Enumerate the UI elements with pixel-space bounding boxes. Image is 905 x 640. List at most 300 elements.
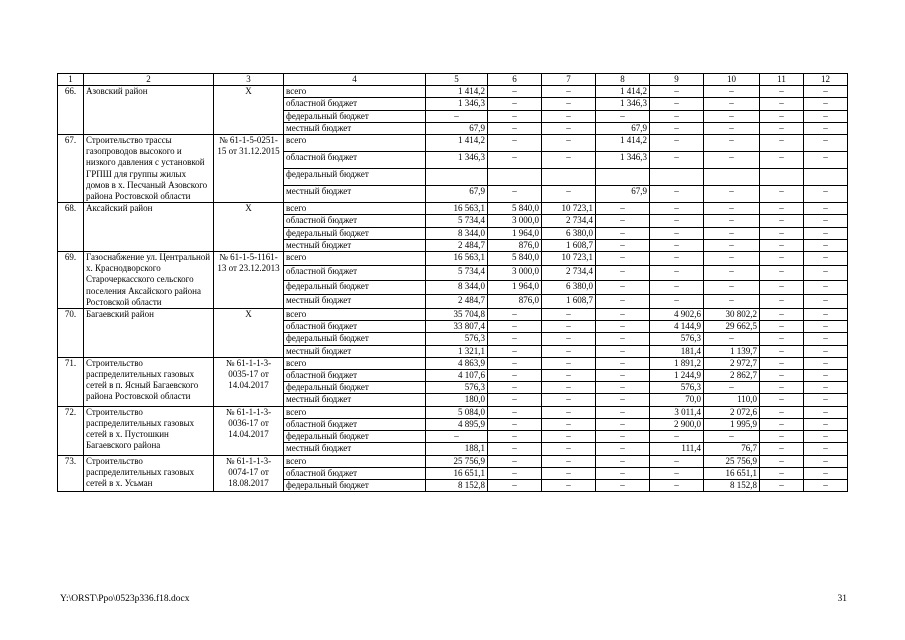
amount-cell: – [596,227,650,239]
amount-cell: 1 244,9 [650,370,704,382]
column-header: 4 [284,74,426,86]
amount-cell: 2 484,7 [426,239,488,251]
amount-cell: 1 414,2 [426,135,488,152]
document-reference: X [214,309,284,358]
amount-cell: – [488,98,542,110]
amount-cell: – [596,431,650,443]
amount-cell: – [650,239,704,251]
amount-cell: – [650,86,704,98]
amount-cell: – [542,357,596,369]
amount-cell: – [488,321,542,333]
amount-cell: – [488,382,542,394]
amount-cell: – [760,467,804,479]
amount-cell: – [760,98,804,110]
amount-cell: – [804,418,848,430]
amount-cell: – [596,252,650,266]
amount-cell: – [760,152,804,169]
amount-cell: – [596,467,650,479]
amount-cell: – [596,382,650,394]
amount-cell: – [596,479,650,491]
amount-cell: 33 807,4 [426,321,488,333]
amount-cell [804,169,848,186]
amount-cell: – [542,333,596,345]
table-row [58,135,848,152]
amount-cell: 576,3 [650,382,704,394]
amount-cell: 5 840,0 [488,252,542,266]
amount-cell [488,169,542,186]
document-reference: № 61-1-1-3-0074-17 от 18.08.2017 [214,455,284,492]
amount-cell: – [488,135,542,152]
amount-cell: – [650,467,704,479]
amount-cell: – [804,239,848,251]
amount-cell: 8 344,0 [426,280,488,294]
amount-cell: 29 662,5 [704,321,760,333]
amount-cell: 30 802,2 [704,309,760,321]
amount-cell: 2 734,4 [542,266,596,280]
amount-cell: – [596,357,650,369]
amount-cell: – [488,357,542,369]
amount-cell: – [804,309,848,321]
amount-cell: – [542,110,596,122]
amount-cell: – [760,266,804,280]
amount-cell: – [596,455,650,467]
amount-cell: – [650,280,704,294]
amount-cell: 4 895,9 [426,418,488,430]
amount-cell: 181,4 [650,345,704,357]
object-name: Багаевский район [84,309,214,358]
amount-cell: – [542,431,596,443]
amount-cell: 188,1 [426,443,488,455]
amount-cell: – [596,110,650,122]
amount-cell: – [760,418,804,430]
amount-cell: – [704,152,760,169]
amount-cell: – [804,382,848,394]
amount-cell: – [542,406,596,418]
amount-cell: 5 084,0 [426,406,488,418]
amount-cell: 3 000,0 [488,215,542,227]
row-number: 66. [58,86,84,135]
amount-cell: – [488,406,542,418]
amount-cell: – [760,186,804,203]
funding-source: федеральный бюджет [284,110,426,122]
document-reference: № 61-1-5-1161-13 от 23.12.2013 [214,252,284,309]
amount-cell: 70,0 [650,394,704,406]
funding-source: всего [284,203,426,215]
funding-source: всего [284,135,426,152]
amount-cell: 876,0 [488,239,542,251]
row-number: 70. [58,309,84,358]
funding-source: областной бюджет [284,152,426,169]
column-header: 6 [488,74,542,86]
amount-cell: 1 891,2 [650,357,704,369]
amount-cell: – [804,98,848,110]
document-reference: № 61-1-5-0251-15 от 31.12.2015 [214,135,284,203]
amount-cell: – [542,152,596,169]
funding-source: всего [284,357,426,369]
amount-cell: – [760,431,804,443]
amount-cell: – [426,110,488,122]
amount-cell: – [488,333,542,345]
amount-cell: – [804,294,848,308]
table-row [58,357,848,369]
funding-source: федеральный бюджет [284,479,426,491]
amount-cell: 1 346,3 [426,98,488,110]
amount-cell: 5 840,0 [488,203,542,215]
amount-cell: 10 723,1 [542,252,596,266]
amount-cell: – [542,455,596,467]
amount-cell: 1 964,0 [488,280,542,294]
amount-cell: – [542,382,596,394]
amount-cell: – [704,382,760,394]
amount-cell: 67,9 [596,122,650,134]
amount-cell: – [596,345,650,357]
amount-cell: 876,0 [488,294,542,308]
amount-cell: – [760,382,804,394]
amount-cell: 1 414,2 [426,86,488,98]
amount-cell: – [704,203,760,215]
amount-cell: – [760,280,804,294]
document-reference: № 61-1-1-3-0035-17 от 14.04.2017 [214,357,284,406]
amount-cell: – [542,135,596,152]
amount-cell: – [650,110,704,122]
amount-cell: 576,3 [426,382,488,394]
document-reference: № 61-1-1-3-0036-17 от 14.04.2017 [214,406,284,455]
amount-cell: – [760,394,804,406]
table-header-row [58,74,848,86]
amount-cell: – [804,345,848,357]
amount-cell: – [488,431,542,443]
amount-cell: – [596,406,650,418]
amount-cell: 1 346,3 [596,152,650,169]
amount-cell: – [760,321,804,333]
column-header: 1 [58,74,84,86]
amount-cell: 2 484,7 [426,294,488,308]
amount-cell: – [488,479,542,491]
amount-cell: – [760,443,804,455]
row-number: 69. [58,252,84,309]
amount-cell: 35 704,8 [426,309,488,321]
amount-cell: – [542,321,596,333]
amount-cell: 1 608,7 [542,294,596,308]
table-row [58,455,848,467]
amount-cell: 2 734,4 [542,215,596,227]
amount-cell: – [542,122,596,134]
amount-cell: – [596,239,650,251]
amount-cell: 2 862,7 [704,370,760,382]
amount-cell: 4 144,9 [650,321,704,333]
funding-source: областной бюджет [284,321,426,333]
funding-source: областной бюджет [284,467,426,479]
amount-cell: – [596,309,650,321]
column-header: 9 [650,74,704,86]
amount-cell: – [650,135,704,152]
amount-cell: – [596,215,650,227]
amount-cell: 67,9 [426,122,488,134]
object-name: Азовский район [84,86,214,135]
amount-cell: – [760,357,804,369]
amount-cell: – [488,110,542,122]
amount-cell: – [650,252,704,266]
amount-cell: 3 000,0 [488,266,542,280]
funding-source: федеральный бюджет [284,333,426,345]
funding-source: всего [284,455,426,467]
budget-table [57,73,848,492]
amount-cell: – [760,370,804,382]
amount-cell [542,169,596,186]
document-reference: X [214,86,284,135]
amount-cell: – [804,431,848,443]
amount-cell: – [804,333,848,345]
amount-cell: – [488,152,542,169]
row-number: 67. [58,135,84,203]
amount-cell: – [542,370,596,382]
funding-source: федеральный бюджет [284,169,426,186]
amount-cell [596,169,650,186]
amount-cell: – [596,418,650,430]
amount-cell: – [488,345,542,357]
amount-cell: – [760,203,804,215]
amount-cell: 8 344,0 [426,227,488,239]
amount-cell: – [760,479,804,491]
amount-cell: – [542,345,596,357]
table-row [58,86,848,98]
funding-source: областной бюджет [284,370,426,382]
amount-cell: – [760,215,804,227]
amount-cell: – [488,394,542,406]
amount-cell: – [704,280,760,294]
amount-cell: – [760,252,804,266]
funding-source: областной бюджет [284,98,426,110]
amount-cell: – [804,394,848,406]
row-number: 72. [58,406,84,455]
amount-cell: – [542,186,596,203]
amount-cell: – [488,370,542,382]
amount-cell: 111,4 [650,443,704,455]
funding-source: местный бюджет [284,345,426,357]
amount-cell: – [650,455,704,467]
amount-cell: 1 346,3 [426,152,488,169]
amount-cell: – [804,406,848,418]
column-header: 10 [704,74,760,86]
amount-cell: – [704,333,760,345]
column-header: 5 [426,74,488,86]
amount-cell: – [704,98,760,110]
amount-cell: – [650,203,704,215]
funding-source: федеральный бюджет [284,280,426,294]
amount-cell: – [650,215,704,227]
amount-cell: – [804,455,848,467]
amount-cell: – [704,294,760,308]
amount-cell: 2 972,7 [704,357,760,369]
amount-cell: – [596,294,650,308]
amount-cell: – [804,227,848,239]
funding-source: федеральный бюджет [284,382,426,394]
amount-cell: – [804,215,848,227]
amount-cell: 16 651,1 [704,467,760,479]
amount-cell: – [760,86,804,98]
amount-cell: – [804,443,848,455]
amount-cell: – [760,110,804,122]
amount-cell: – [426,431,488,443]
amount-cell: 6 380,0 [542,227,596,239]
funding-source: федеральный бюджет [284,431,426,443]
amount-cell: 67,9 [596,186,650,203]
amount-cell: – [804,186,848,203]
amount-cell: – [542,418,596,430]
amount-cell: – [704,227,760,239]
amount-cell: – [542,309,596,321]
amount-cell: – [650,186,704,203]
object-name: Строительство распределительных газовых сетей в п. Ясный Багаевского района Ростовской области [84,357,214,406]
amount-cell: – [760,406,804,418]
amount-cell: – [596,266,650,280]
amount-cell: – [804,467,848,479]
funding-source: местный бюджет [284,443,426,455]
amount-cell: – [542,443,596,455]
funding-source: местный бюджет [284,294,426,308]
column-header: 8 [596,74,650,86]
amount-cell: – [760,135,804,152]
amount-cell: 576,3 [426,333,488,345]
amount-cell: – [760,294,804,308]
amount-cell: – [650,266,704,280]
amount-cell: 110,0 [704,394,760,406]
amount-cell: – [650,227,704,239]
object-name: Строительство распределительных газовых сетей в х. Усьман [84,455,214,492]
amount-cell: – [596,321,650,333]
amount-cell: – [650,98,704,110]
amount-cell: – [650,152,704,169]
amount-cell: – [760,239,804,251]
object-name: Газоснабжение ул. Центральной х. Краснодворского Старочеркасского сельского поселения Аксайского района Ростовской области [84,252,214,309]
amount-cell: – [704,431,760,443]
amount-cell: – [488,418,542,430]
amount-cell: – [488,186,542,203]
amount-cell: 2 072,6 [704,406,760,418]
amount-cell: – [542,479,596,491]
row-number: 68. [58,203,84,252]
object-name: Строительство трассы газопроводов высокого и низкого давления с установкой ГРПШ для группы жилых домов в х. Песчаный Азовского района Ростовской области [84,135,214,203]
table-row [58,252,848,266]
amount-cell: 25 756,9 [704,455,760,467]
amount-cell: – [704,252,760,266]
amount-cell: 1 139,7 [704,345,760,357]
table-row [58,309,848,321]
amount-cell: 3 011,4 [650,406,704,418]
amount-cell [426,169,488,186]
amount-cell: – [488,455,542,467]
table-row [58,406,848,418]
object-name: Строительство распределительных газовых сетей в х. Пустошкин Багаевского района [84,406,214,455]
amount-cell: 576,3 [650,333,704,345]
amount-cell: – [650,122,704,134]
amount-cell: – [542,394,596,406]
column-header: 12 [804,74,848,86]
amount-cell: 16 563,1 [426,252,488,266]
column-header: 2 [84,74,214,86]
amount-cell: 2 900,0 [650,418,704,430]
amount-cell: – [704,110,760,122]
column-header: 7 [542,74,596,86]
amount-cell: – [704,215,760,227]
amount-cell: – [488,443,542,455]
amount-cell: 8 152,8 [426,479,488,491]
row-number: 71. [58,357,84,406]
amount-cell: – [596,370,650,382]
object-name: Аксайский район [84,203,214,252]
amount-cell: – [804,135,848,152]
amount-cell: – [804,370,848,382]
amount-cell: – [760,309,804,321]
amount-cell: – [650,479,704,491]
funding-source: областной бюджет [284,418,426,430]
amount-cell: 1 321,1 [426,345,488,357]
amount-cell: – [542,467,596,479]
funding-source: областной бюджет [284,266,426,280]
amount-cell: – [650,294,704,308]
amount-cell: – [804,479,848,491]
amount-cell: – [760,345,804,357]
amount-cell: 67,9 [426,186,488,203]
funding-source: местный бюджет [284,122,426,134]
funding-source: местный бюджет [284,394,426,406]
funding-source: всего [284,252,426,266]
row-number: 73. [58,455,84,492]
amount-cell: – [596,203,650,215]
amount-cell: – [804,152,848,169]
amount-cell: – [596,333,650,345]
amount-cell: – [704,186,760,203]
amount-cell: – [488,122,542,134]
amount-cell: – [704,122,760,134]
amount-cell [704,169,760,186]
amount-cell: 6 380,0 [542,280,596,294]
funding-source: местный бюджет [284,239,426,251]
amount-cell: – [542,86,596,98]
amount-cell: – [804,266,848,280]
amount-cell: 1 414,2 [596,135,650,152]
amount-cell: 180,0 [426,394,488,406]
amount-cell: – [704,86,760,98]
amount-cell: – [704,135,760,152]
amount-cell: – [596,394,650,406]
amount-cell: – [804,86,848,98]
amount-cell: – [704,239,760,251]
amount-cell: 1 964,0 [488,227,542,239]
amount-cell: – [804,203,848,215]
amount-cell: 16 563,1 [426,203,488,215]
document-reference: X [214,203,284,252]
amount-cell: – [596,280,650,294]
amount-cell: – [760,227,804,239]
amount-cell: 10 723,1 [542,203,596,215]
amount-cell: 5 734,4 [426,266,488,280]
amount-cell: – [804,280,848,294]
amount-cell [650,169,704,186]
amount-cell: – [804,110,848,122]
amount-cell: – [650,431,704,443]
funding-source: всего [284,309,426,321]
footer-file-path: Y:\ORST\Ppo\0523p336.f18.docx [60,594,190,604]
amount-cell: – [542,98,596,110]
amount-cell: 1 414,2 [596,86,650,98]
amount-cell: – [760,333,804,345]
amount-cell: – [760,455,804,467]
amount-cell: – [760,122,804,134]
amount-cell: 8 152,8 [704,479,760,491]
funding-source: областной бюджет [284,215,426,227]
funding-source: всего [284,86,426,98]
